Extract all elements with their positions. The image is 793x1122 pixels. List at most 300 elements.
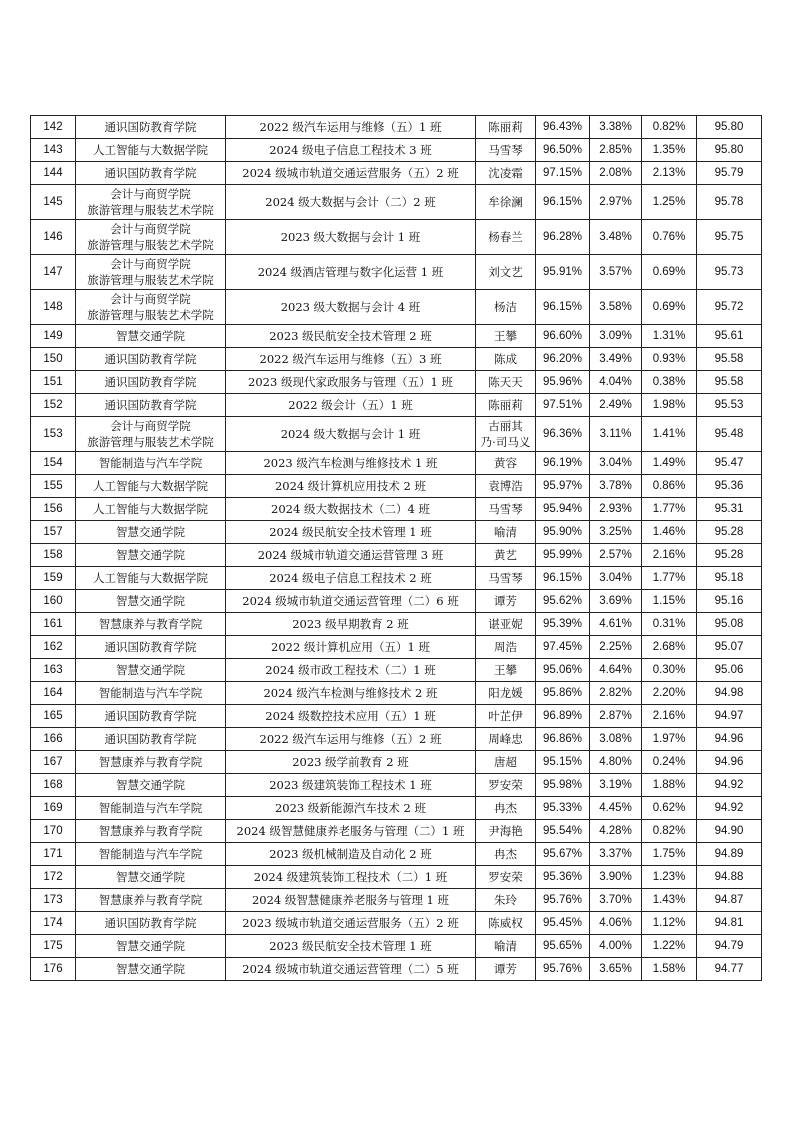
class-cell: 2023 级民航安全技术管理 1 班 <box>226 935 476 958</box>
class-cell: 2024 级市政工程技术（二）1 班 <box>226 659 476 682</box>
rate-2-cell: 4.61% <box>590 613 642 636</box>
rate-3-cell: 1.77% <box>642 498 697 521</box>
teacher-cell: 谌亚妮 <box>476 613 536 636</box>
rank-cell: 145 <box>31 185 76 220</box>
rate-2-cell: 2.08% <box>590 162 642 185</box>
rate-3-cell: 1.23% <box>642 866 697 889</box>
rank-cell: 164 <box>31 682 76 705</box>
class-cell: 2024 级智慧健康养老服务与管理（二）1 班 <box>226 820 476 843</box>
rank-cell: 162 <box>31 636 76 659</box>
table-row <box>31 774 762 797</box>
table-row <box>31 912 762 935</box>
rate-2-cell: 3.37% <box>590 843 642 866</box>
rate-3-cell: 0.38% <box>642 371 697 394</box>
rate-3-cell: 1.77% <box>642 567 697 590</box>
table-row <box>31 452 762 475</box>
class-cell: 2024 级大数据与会计（二）2 班 <box>226 185 476 220</box>
rank-cell: 153 <box>31 417 76 452</box>
college-cell: 会计与商贸学院 旅游管理与服装艺术学院 <box>76 290 226 325</box>
teacher-cell: 喻清 <box>476 935 536 958</box>
score-cell: 94.88 <box>697 866 762 889</box>
score-cell: 95.79 <box>697 162 762 185</box>
rate-3-cell: 0.30% <box>642 659 697 682</box>
college-cell: 人工智能与大数据学院 <box>76 567 226 590</box>
table-row <box>31 866 762 889</box>
rank-cell: 154 <box>31 452 76 475</box>
teacher-cell: 马雪琴 <box>476 567 536 590</box>
teacher-cell: 沈凌霜 <box>476 162 536 185</box>
rate-1-cell: 96.15% <box>536 290 590 325</box>
teacher-cell: 陈丽莉 <box>476 116 536 139</box>
rate-2-cell: 3.49% <box>590 348 642 371</box>
score-cell: 95.80 <box>697 116 762 139</box>
score-cell: 95.07 <box>697 636 762 659</box>
class-cell: 2024 级建筑装饰工程技术（二）1 班 <box>226 866 476 889</box>
college-cell: 智慧康养与教育学院 <box>76 820 226 843</box>
college-cell: 通识国防教育学院 <box>76 912 226 935</box>
rate-1-cell: 96.89% <box>536 705 590 728</box>
rank-cell: 166 <box>31 728 76 751</box>
table-row <box>31 255 762 290</box>
rank-cell: 174 <box>31 912 76 935</box>
college-cell: 智慧交通学院 <box>76 325 226 348</box>
score-cell: 94.81 <box>697 912 762 935</box>
rate-2-cell: 3.48% <box>590 220 642 255</box>
teacher-cell: 唐超 <box>476 751 536 774</box>
table-row <box>31 475 762 498</box>
rank-cell: 150 <box>31 348 76 371</box>
rate-1-cell: 95.54% <box>536 820 590 843</box>
rate-2-cell: 4.00% <box>590 935 642 958</box>
teacher-cell: 叶芷伊 <box>476 705 536 728</box>
class-cell: 2024 级民航安全技术管理 1 班 <box>226 521 476 544</box>
teacher-cell: 王攀 <box>476 659 536 682</box>
score-cell: 94.97 <box>697 705 762 728</box>
college-cell: 会计与商贸学院 旅游管理与服装艺术学院 <box>76 220 226 255</box>
class-cell: 2023 级建筑装饰工程技术 1 班 <box>226 774 476 797</box>
table-row <box>31 417 762 452</box>
teacher-cell: 王攀 <box>476 325 536 348</box>
table-row <box>31 325 762 348</box>
rate-1-cell: 95.36% <box>536 866 590 889</box>
score-cell: 95.72 <box>697 290 762 325</box>
college-cell: 通识国防教育学院 <box>76 728 226 751</box>
score-cell: 95.80 <box>697 139 762 162</box>
table-row <box>31 394 762 417</box>
class-cell: 2022 级汽车运用与维修（五）1 班 <box>226 116 476 139</box>
class-cell: 2022 级计算机应用（五）1 班 <box>226 636 476 659</box>
class-cell: 2022 级会计（五）1 班 <box>226 394 476 417</box>
college-cell: 人工智能与大数据学院 <box>76 475 226 498</box>
rank-cell: 176 <box>31 958 76 981</box>
college-cell: 智慧康养与教育学院 <box>76 613 226 636</box>
rank-cell: 144 <box>31 162 76 185</box>
rate-3-cell: 0.31% <box>642 613 697 636</box>
score-cell: 95.31 <box>697 498 762 521</box>
rank-cell: 146 <box>31 220 76 255</box>
rate-2-cell: 3.25% <box>590 521 642 544</box>
score-cell: 95.48 <box>697 417 762 452</box>
rate-2-cell: 2.97% <box>590 185 642 220</box>
rate-1-cell: 95.76% <box>536 889 590 912</box>
rate-3-cell: 1.31% <box>642 325 697 348</box>
rank-cell: 170 <box>31 820 76 843</box>
college-cell: 智慧康养与教育学院 <box>76 889 226 912</box>
rate-2-cell: 4.06% <box>590 912 642 935</box>
teacher-cell: 谭芳 <box>476 958 536 981</box>
class-cell: 2023 级早期教育 2 班 <box>226 613 476 636</box>
score-cell: 95.06 <box>697 659 762 682</box>
teacher-cell: 马雪琴 <box>476 139 536 162</box>
rate-3-cell: 1.49% <box>642 452 697 475</box>
score-cell: 94.90 <box>697 820 762 843</box>
college-cell: 通识国防教育学院 <box>76 162 226 185</box>
class-cell: 2022 级汽车运用与维修（五）2 班 <box>226 728 476 751</box>
table-row <box>31 371 762 394</box>
teacher-cell: 黄艺 <box>476 544 536 567</box>
rate-3-cell: 1.41% <box>642 417 697 452</box>
class-cell: 2024 级城市轨道交通运营管理 3 班 <box>226 544 476 567</box>
rate-1-cell: 97.15% <box>536 162 590 185</box>
rate-2-cell: 4.80% <box>590 751 642 774</box>
score-cell: 95.47 <box>697 452 762 475</box>
rate-3-cell: 2.20% <box>642 682 697 705</box>
rate-3-cell: 1.15% <box>642 590 697 613</box>
score-cell: 94.79 <box>697 935 762 958</box>
class-cell: 2024 级酒店管理与数字化运营 1 班 <box>226 255 476 290</box>
rate-3-cell: 1.75% <box>642 843 697 866</box>
rate-1-cell: 95.98% <box>536 774 590 797</box>
class-cell: 2024 级数控技术应用（五）1 班 <box>226 705 476 728</box>
college-cell: 智慧交通学院 <box>76 774 226 797</box>
table-row <box>31 220 762 255</box>
rate-2-cell: 3.11% <box>590 417 642 452</box>
table-row <box>31 590 762 613</box>
score-cell: 94.87 <box>697 889 762 912</box>
college-cell: 人工智能与大数据学院 <box>76 139 226 162</box>
teacher-cell: 冉杰 <box>476 797 536 820</box>
rank-cell: 172 <box>31 866 76 889</box>
class-cell: 2023 级大数据与会计 1 班 <box>226 220 476 255</box>
college-cell: 智慧交通学院 <box>76 544 226 567</box>
teacher-cell: 袁博浩 <box>476 475 536 498</box>
table-row <box>31 889 762 912</box>
class-cell: 2023 级汽车检测与维修技术 1 班 <box>226 452 476 475</box>
rate-2-cell: 2.25% <box>590 636 642 659</box>
college-cell: 通识国防教育学院 <box>76 371 226 394</box>
rate-1-cell: 95.62% <box>536 590 590 613</box>
rate-1-cell: 95.91% <box>536 255 590 290</box>
rate-3-cell: 1.43% <box>642 889 697 912</box>
class-cell: 2024 级城市轨道交通运营管理（二）6 班 <box>226 590 476 613</box>
table-row <box>31 521 762 544</box>
teacher-cell: 杨洁 <box>476 290 536 325</box>
college-cell: 智慧交通学院 <box>76 935 226 958</box>
rate-1-cell: 96.60% <box>536 325 590 348</box>
teacher-cell: 陈成 <box>476 348 536 371</box>
rate-3-cell: 0.69% <box>642 290 697 325</box>
table-row <box>31 162 762 185</box>
rate-1-cell: 95.65% <box>536 935 590 958</box>
teacher-cell: 刘文艺 <box>476 255 536 290</box>
rate-2-cell: 3.58% <box>590 290 642 325</box>
table-row <box>31 820 762 843</box>
rate-2-cell: 4.28% <box>590 820 642 843</box>
table-row <box>31 613 762 636</box>
rank-cell: 173 <box>31 889 76 912</box>
score-cell: 95.58 <box>697 348 762 371</box>
class-cell: 2023 级新能源汽车技术 2 班 <box>226 797 476 820</box>
rate-3-cell: 1.12% <box>642 912 697 935</box>
teacher-cell: 谭芳 <box>476 590 536 613</box>
score-cell: 95.36 <box>697 475 762 498</box>
rate-3-cell: 1.58% <box>642 958 697 981</box>
college-cell: 会计与商贸学院 旅游管理与服装艺术学院 <box>76 255 226 290</box>
rate-1-cell: 95.15% <box>536 751 590 774</box>
rank-cell: 155 <box>31 475 76 498</box>
college-cell: 智慧交通学院 <box>76 590 226 613</box>
rate-3-cell: 0.24% <box>642 751 697 774</box>
college-cell: 通识国防教育学院 <box>76 636 226 659</box>
college-cell: 智慧交通学院 <box>76 866 226 889</box>
rate-1-cell: 95.76% <box>536 958 590 981</box>
score-cell: 95.28 <box>697 521 762 544</box>
rate-1-cell: 95.06% <box>536 659 590 682</box>
score-cell: 94.89 <box>697 843 762 866</box>
rate-3-cell: 0.76% <box>642 220 697 255</box>
score-cell: 95.78 <box>697 185 762 220</box>
score-cell: 94.77 <box>697 958 762 981</box>
rate-1-cell: 95.67% <box>536 843 590 866</box>
rate-1-cell: 96.43% <box>536 116 590 139</box>
teacher-cell: 罗安荣 <box>476 774 536 797</box>
college-cell: 会计与商贸学院 旅游管理与服装艺术学院 <box>76 185 226 220</box>
score-cell: 94.92 <box>697 797 762 820</box>
score-cell: 94.98 <box>697 682 762 705</box>
college-cell: 通识国防教育学院 <box>76 705 226 728</box>
rank-cell: 160 <box>31 590 76 613</box>
college-cell: 通识国防教育学院 <box>76 394 226 417</box>
table-row <box>31 682 762 705</box>
rate-1-cell: 96.28% <box>536 220 590 255</box>
rank-cell: 143 <box>31 139 76 162</box>
rate-1-cell: 95.45% <box>536 912 590 935</box>
rate-1-cell: 95.39% <box>536 613 590 636</box>
rank-cell: 147 <box>31 255 76 290</box>
rate-2-cell: 3.90% <box>590 866 642 889</box>
rate-1-cell: 95.90% <box>536 521 590 544</box>
table-row <box>31 498 762 521</box>
table-row <box>31 290 762 325</box>
score-cell: 94.92 <box>697 774 762 797</box>
rate-3-cell: 1.88% <box>642 774 697 797</box>
rate-3-cell: 2.16% <box>642 705 697 728</box>
rate-3-cell: 0.82% <box>642 820 697 843</box>
score-cell: 95.28 <box>697 544 762 567</box>
rate-3-cell: 0.62% <box>642 797 697 820</box>
teacher-cell: 杨春兰 <box>476 220 536 255</box>
rank-cell: 156 <box>31 498 76 521</box>
rate-1-cell: 95.33% <box>536 797 590 820</box>
rate-3-cell: 0.82% <box>642 116 697 139</box>
rate-2-cell: 3.65% <box>590 958 642 981</box>
rate-3-cell: 2.13% <box>642 162 697 185</box>
table-row <box>31 797 762 820</box>
table-row <box>31 636 762 659</box>
score-cell: 95.53 <box>697 394 762 417</box>
table-row <box>31 935 762 958</box>
college-cell: 通识国防教育学院 <box>76 348 226 371</box>
rate-3-cell: 1.35% <box>642 139 697 162</box>
rank-cell: 167 <box>31 751 76 774</box>
class-cell: 2024 级城市轨道交通运营管理（二）5 班 <box>226 958 476 981</box>
table-row <box>31 659 762 682</box>
college-cell: 智能制造与汽车学院 <box>76 452 226 475</box>
score-cell: 95.75 <box>697 220 762 255</box>
teacher-cell: 古丽其 乃·司马义 <box>476 417 536 452</box>
score-cell: 95.16 <box>697 590 762 613</box>
score-cell: 95.58 <box>697 371 762 394</box>
rate-3-cell: 1.97% <box>642 728 697 751</box>
table-row <box>31 958 762 981</box>
rate-1-cell: 96.15% <box>536 567 590 590</box>
table-row <box>31 705 762 728</box>
college-cell: 智能制造与汽车学院 <box>76 843 226 866</box>
class-cell: 2024 级计算机应用技术 2 班 <box>226 475 476 498</box>
rate-3-cell: 1.46% <box>642 521 697 544</box>
rank-cell: 157 <box>31 521 76 544</box>
table-row <box>31 843 762 866</box>
class-cell: 2023 级学前教育 2 班 <box>226 751 476 774</box>
rank-cell: 149 <box>31 325 76 348</box>
class-cell: 2024 级电子信息工程技术 2 班 <box>226 567 476 590</box>
rate-2-cell: 3.04% <box>590 452 642 475</box>
teacher-cell: 马雪琴 <box>476 498 536 521</box>
rate-2-cell: 2.85% <box>590 139 642 162</box>
teacher-cell: 尹海艳 <box>476 820 536 843</box>
class-cell: 2023 级城市轨道交通运营服务（五）2 班 <box>226 912 476 935</box>
college-cell: 人工智能与大数据学院 <box>76 498 226 521</box>
table-row <box>31 567 762 590</box>
rate-2-cell: 2.57% <box>590 544 642 567</box>
rate-2-cell: 3.69% <box>590 590 642 613</box>
teacher-cell: 黄容 <box>476 452 536 475</box>
rank-cell: 165 <box>31 705 76 728</box>
table-row <box>31 751 762 774</box>
rate-3-cell: 0.93% <box>642 348 697 371</box>
class-cell: 2024 级大数据技术（二）4 班 <box>226 498 476 521</box>
rate-2-cell: 3.09% <box>590 325 642 348</box>
rank-cell: 142 <box>31 116 76 139</box>
teacher-cell: 陈威权 <box>476 912 536 935</box>
college-cell: 智能制造与汽车学院 <box>76 682 226 705</box>
college-cell: 智能制造与汽车学院 <box>76 797 226 820</box>
college-cell: 智慧交通学院 <box>76 659 226 682</box>
class-cell: 2024 级电子信息工程技术 3 班 <box>226 139 476 162</box>
teacher-cell: 冉杰 <box>476 843 536 866</box>
college-cell: 智慧交通学院 <box>76 521 226 544</box>
college-cell: 会计与商贸学院 旅游管理与服装艺术学院 <box>76 417 226 452</box>
rate-2-cell: 3.19% <box>590 774 642 797</box>
rate-2-cell: 2.82% <box>590 682 642 705</box>
score-cell: 95.61 <box>697 325 762 348</box>
teacher-cell: 陈丽莉 <box>476 394 536 417</box>
rate-1-cell: 96.50% <box>536 139 590 162</box>
rate-1-cell: 95.97% <box>536 475 590 498</box>
rank-cell: 159 <box>31 567 76 590</box>
rank-cell: 151 <box>31 371 76 394</box>
rate-2-cell: 3.38% <box>590 116 642 139</box>
rate-1-cell: 95.99% <box>536 544 590 567</box>
college-cell: 智慧康养与教育学院 <box>76 751 226 774</box>
teacher-cell: 喻清 <box>476 521 536 544</box>
teacher-cell: 陈天天 <box>476 371 536 394</box>
rate-2-cell: 4.64% <box>590 659 642 682</box>
class-cell: 2024 级大数据与会计 1 班 <box>226 417 476 452</box>
table-body <box>31 116 762 981</box>
table-row <box>31 185 762 220</box>
class-cell: 2024 级汽车检测与维修技术 2 班 <box>226 682 476 705</box>
rate-1-cell: 96.15% <box>536 185 590 220</box>
table-row <box>31 728 762 751</box>
class-cell: 2024 级城市轨道交通运营服务（五）2 班 <box>226 162 476 185</box>
rank-cell: 168 <box>31 774 76 797</box>
rate-2-cell: 2.93% <box>590 498 642 521</box>
rank-cell: 171 <box>31 843 76 866</box>
rate-1-cell: 96.20% <box>536 348 590 371</box>
ranking-table <box>30 115 762 981</box>
rate-1-cell: 96.86% <box>536 728 590 751</box>
college-cell: 通识国防教育学院 <box>76 116 226 139</box>
rank-cell: 161 <box>31 613 76 636</box>
rate-1-cell: 95.94% <box>536 498 590 521</box>
score-cell: 94.96 <box>697 728 762 751</box>
rate-2-cell: 3.04% <box>590 567 642 590</box>
class-cell: 2023 级大数据与会计 4 班 <box>226 290 476 325</box>
rate-3-cell: 1.22% <box>642 935 697 958</box>
table-row <box>31 544 762 567</box>
rate-1-cell: 97.51% <box>536 394 590 417</box>
rate-1-cell: 96.19% <box>536 452 590 475</box>
class-cell: 2023 级机械制造及自动化 2 班 <box>226 843 476 866</box>
teacher-cell: 罗安荣 <box>476 866 536 889</box>
table-row <box>31 116 762 139</box>
rate-3-cell: 1.25% <box>642 185 697 220</box>
rank-cell: 175 <box>31 935 76 958</box>
rank-cell: 169 <box>31 797 76 820</box>
teacher-cell: 周峰忠 <box>476 728 536 751</box>
teacher-cell: 阳龙媛 <box>476 682 536 705</box>
rank-cell: 158 <box>31 544 76 567</box>
score-cell: 95.18 <box>697 567 762 590</box>
rate-2-cell: 4.04% <box>590 371 642 394</box>
rate-2-cell: 2.49% <box>590 394 642 417</box>
rate-2-cell: 2.87% <box>590 705 642 728</box>
teacher-cell: 牟徐澜 <box>476 185 536 220</box>
college-cell: 智慧交通学院 <box>76 958 226 981</box>
table-row <box>31 139 762 162</box>
rank-cell: 163 <box>31 659 76 682</box>
rate-1-cell: 95.86% <box>536 682 590 705</box>
rate-3-cell: 0.69% <box>642 255 697 290</box>
rate-2-cell: 3.08% <box>590 728 642 751</box>
teacher-cell: 周浩 <box>476 636 536 659</box>
rate-3-cell: 2.16% <box>642 544 697 567</box>
rate-2-cell: 3.70% <box>590 889 642 912</box>
score-cell: 95.73 <box>697 255 762 290</box>
teacher-cell: 朱玲 <box>476 889 536 912</box>
rate-1-cell: 95.96% <box>536 371 590 394</box>
